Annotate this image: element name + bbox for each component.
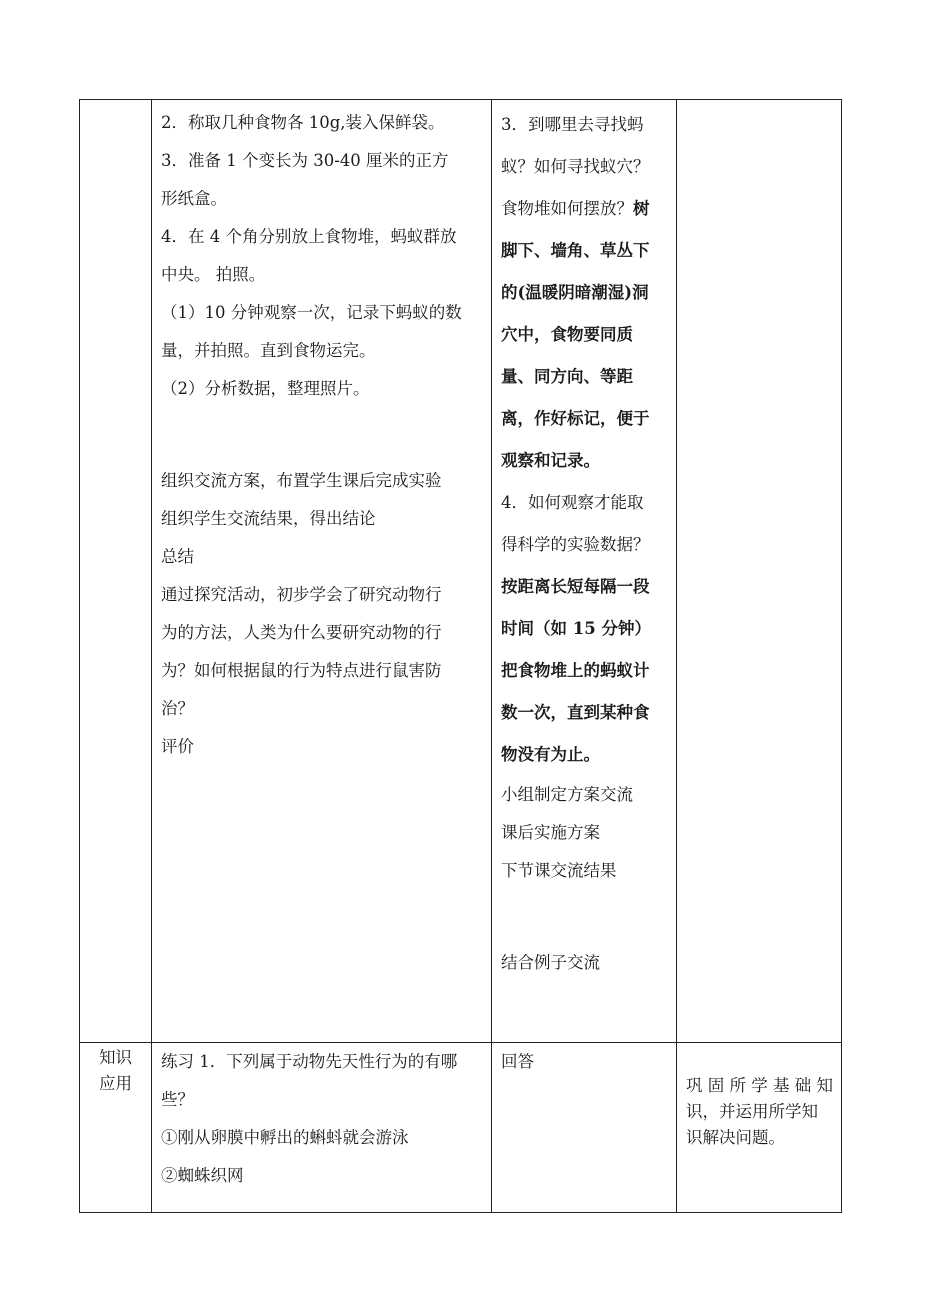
objective-cell [677, 100, 842, 1043]
teacher-line: 形纸盒。 [161, 189, 227, 208]
student-line: 脚下、墙角、草丛下 [501, 241, 650, 260]
student-line: 离，作好标记，便于 [501, 409, 650, 428]
blank-line [501, 890, 668, 944]
teacher-line: ①刚从卵膜中孵出的蝌蚪就会游泳 [161, 1128, 409, 1147]
student-line: 小组制定方案交流 [501, 785, 633, 804]
objective-cell [677, 1043, 842, 1213]
student-line: 下节课交流结果 [501, 861, 617, 880]
objective-line: 识，并运用所学知 [686, 1102, 818, 1121]
teacher-line: 组织交流方案，布置学生课后完成实验 [161, 471, 442, 490]
objective-line: 巩固所学基础知 [686, 1076, 833, 1095]
teacher-line: 通过探究活动，初步学会了研究动物行 [161, 585, 442, 604]
teacher-line: 量，并拍照。直到食物运完。 [161, 341, 376, 360]
teacher-line: 治？ [161, 699, 194, 718]
teacher-line: ②蜘蛛织网 [161, 1166, 244, 1185]
teacher-activity-cell [152, 100, 492, 1043]
section-label: 应用 [99, 1074, 132, 1093]
student-line: 量、同方向、等距 [501, 367, 633, 386]
student-line: 蚁？如何寻找蚁穴？ [501, 157, 650, 176]
student-line: 食物堆如何摆放？树 [501, 199, 650, 218]
blank-line [161, 408, 483, 462]
student-line: 把食物堆上的蚂蚁计 [501, 661, 650, 680]
student-activity-cell [492, 100, 677, 1043]
teacher-line: 些？ [161, 1090, 194, 1109]
student-line: 得科学的实验数据？ [501, 535, 650, 554]
table-row-experiment [80, 100, 842, 1043]
student-line: 物没有为止。 [501, 745, 600, 764]
teacher-line: （2）分析数据，整理照片。 [161, 379, 370, 398]
student-line: 时间（如 15 分钟） [501, 619, 651, 638]
teacher-line: 4．在 4 个角分别放上食物堆，蚂蚁群放 [161, 227, 457, 246]
teacher-line: 为的方法，人类为什么要研究动物的行 [161, 623, 442, 642]
section-label: 知识 [99, 1048, 132, 1067]
student-line: 观察和记录。 [501, 451, 600, 470]
teacher-line: 练习 1．下列属于动物先天性行为的有哪 [161, 1052, 458, 1071]
objective-line: 识解决问题。 [686, 1128, 785, 1147]
student-line: 回答 [501, 1052, 534, 1071]
student-line: 穴中，食物要同质 [501, 325, 633, 344]
objective-text [677, 100, 841, 130]
student-line: 数一次，直到某种食 [501, 703, 650, 722]
student-line: 4．如何观察才能取 [501, 493, 644, 512]
student-line: 结合例子交流 [501, 953, 600, 972]
teacher-line: 2．称取几种食物各 10g,装入保鲜袋。 [161, 113, 445, 132]
teacher-line: 中央。 拍照。 [161, 265, 266, 284]
student-activity-cell [492, 1043, 677, 1213]
section-label [80, 100, 151, 102]
student-line: 按距离长短每隔一段 [501, 577, 650, 596]
teacher-line: 3．准备 1 个变长为 30-40 厘米的正方 [161, 151, 449, 170]
section-label-cell [80, 100, 152, 1043]
teacher-line: 组织学生交流结果，得出结论 [161, 509, 376, 528]
student-line: 课后实施方案 [501, 823, 600, 842]
student-line: 的(温暖阴暗潮湿)洞 [501, 283, 649, 302]
teacher-line: 总结 [161, 547, 194, 566]
lesson-plan-table [79, 99, 842, 1213]
teacher-line: （1）10 分钟观察一次，记录下蚂蚁的数 [161, 303, 462, 322]
table-row-knowledge-application [80, 1043, 842, 1213]
student-line: 3．到哪里去寻找蚂 [501, 115, 644, 134]
teacher-line: 为？如何根据鼠的行为特点进行鼠害防 [161, 661, 442, 680]
teacher-line: 评价 [161, 737, 194, 756]
teacher-activity-cell [152, 1043, 492, 1213]
section-label-cell [80, 1043, 152, 1213]
